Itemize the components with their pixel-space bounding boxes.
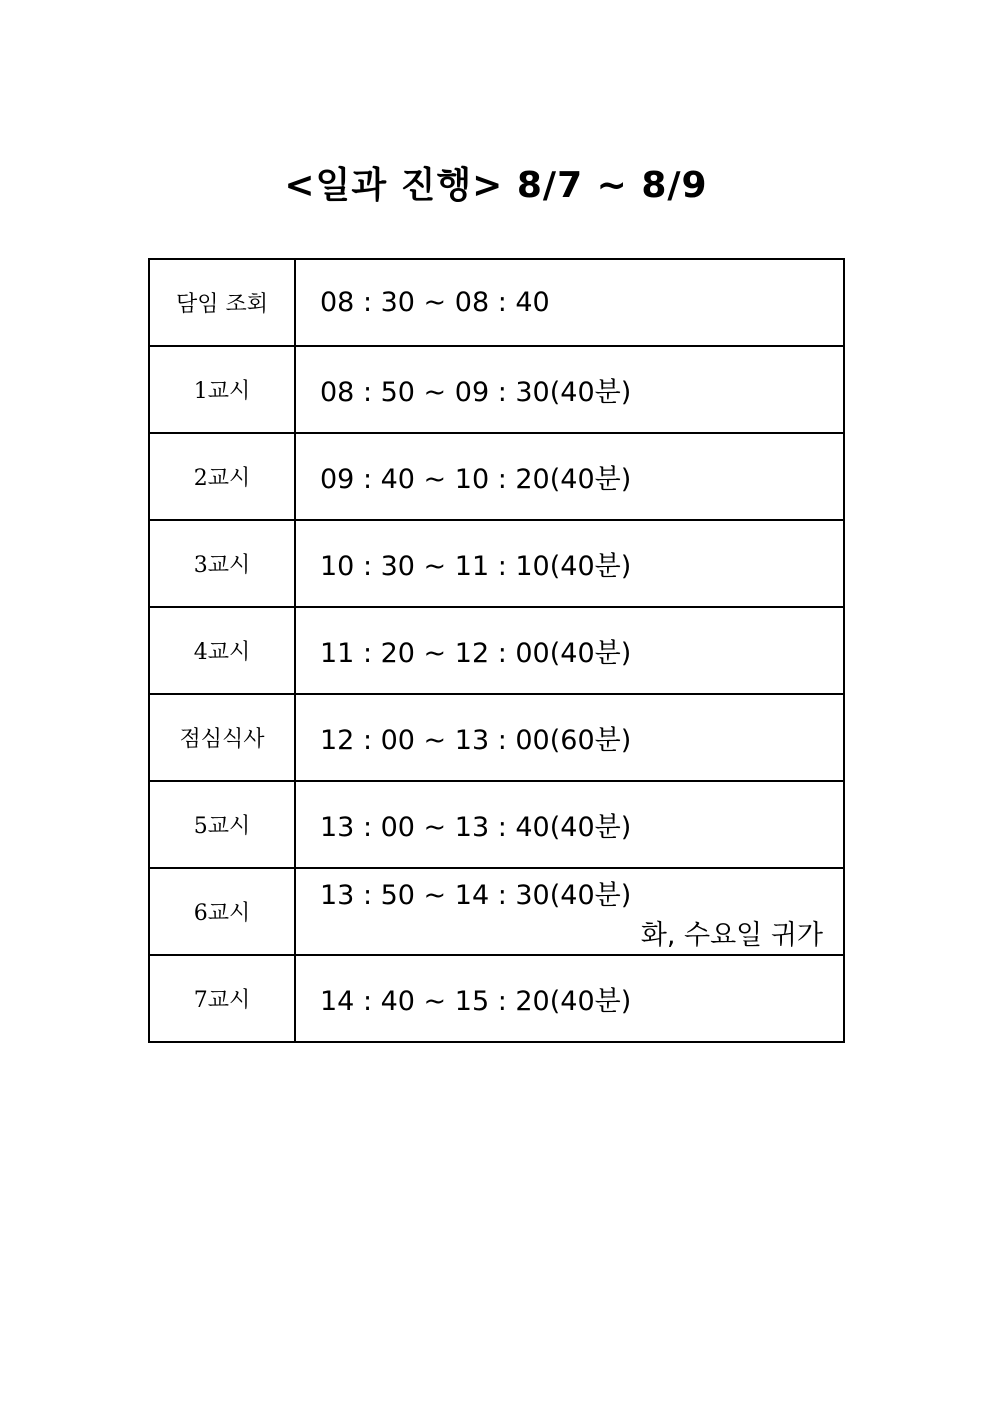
period-time: 11 : 20 ~ 12 : 00(40분): [295, 607, 844, 694]
period-label: 7교시: [149, 955, 295, 1042]
table-row: [149, 346, 844, 433]
table-row: [149, 868, 844, 955]
period-time: 13 : 00 ~ 13 : 40(40분): [295, 781, 844, 868]
period-time: 09 : 40 ~ 10 : 20(40분): [295, 433, 844, 520]
table-row: [149, 607, 844, 694]
table-row: [149, 520, 844, 607]
table-row: [149, 433, 844, 520]
table-row: [149, 955, 844, 1042]
period-note: 화, 수요일 귀가: [640, 920, 823, 951]
period-label: 5교시: [149, 781, 295, 868]
period-time: 08 : 30 ~ 08 : 40: [295, 259, 844, 346]
period-time: 12 : 00 ~ 13 : 00(60분): [295, 694, 844, 781]
period-label: 3교시: [149, 520, 295, 607]
period-label: 4교시: [149, 607, 295, 694]
period-label: 담임 조회: [149, 259, 295, 346]
period-label: 6교시: [149, 868, 295, 955]
period-time: 13 : 50 ~ 14 : 30(40분): [320, 880, 632, 911]
period-time: 14 : 40 ~ 15 : 20(40분): [295, 955, 844, 1042]
table-row: [149, 781, 844, 868]
period-time: 08 : 50 ~ 09 : 30(40분): [295, 346, 844, 433]
period-label: 2교시: [149, 433, 295, 520]
table-row: [149, 259, 844, 346]
period-label: 1교시: [149, 346, 295, 433]
period-time: 10 : 30 ~ 11 : 10(40분): [295, 520, 844, 607]
period-time-cell: [295, 868, 844, 955]
schedule-table: [148, 258, 845, 1043]
page-title: <일과 진행> 8/7 ~ 8/9: [284, 165, 708, 206]
table-row: [149, 694, 844, 781]
period-label: 점심식사: [149, 694, 295, 781]
